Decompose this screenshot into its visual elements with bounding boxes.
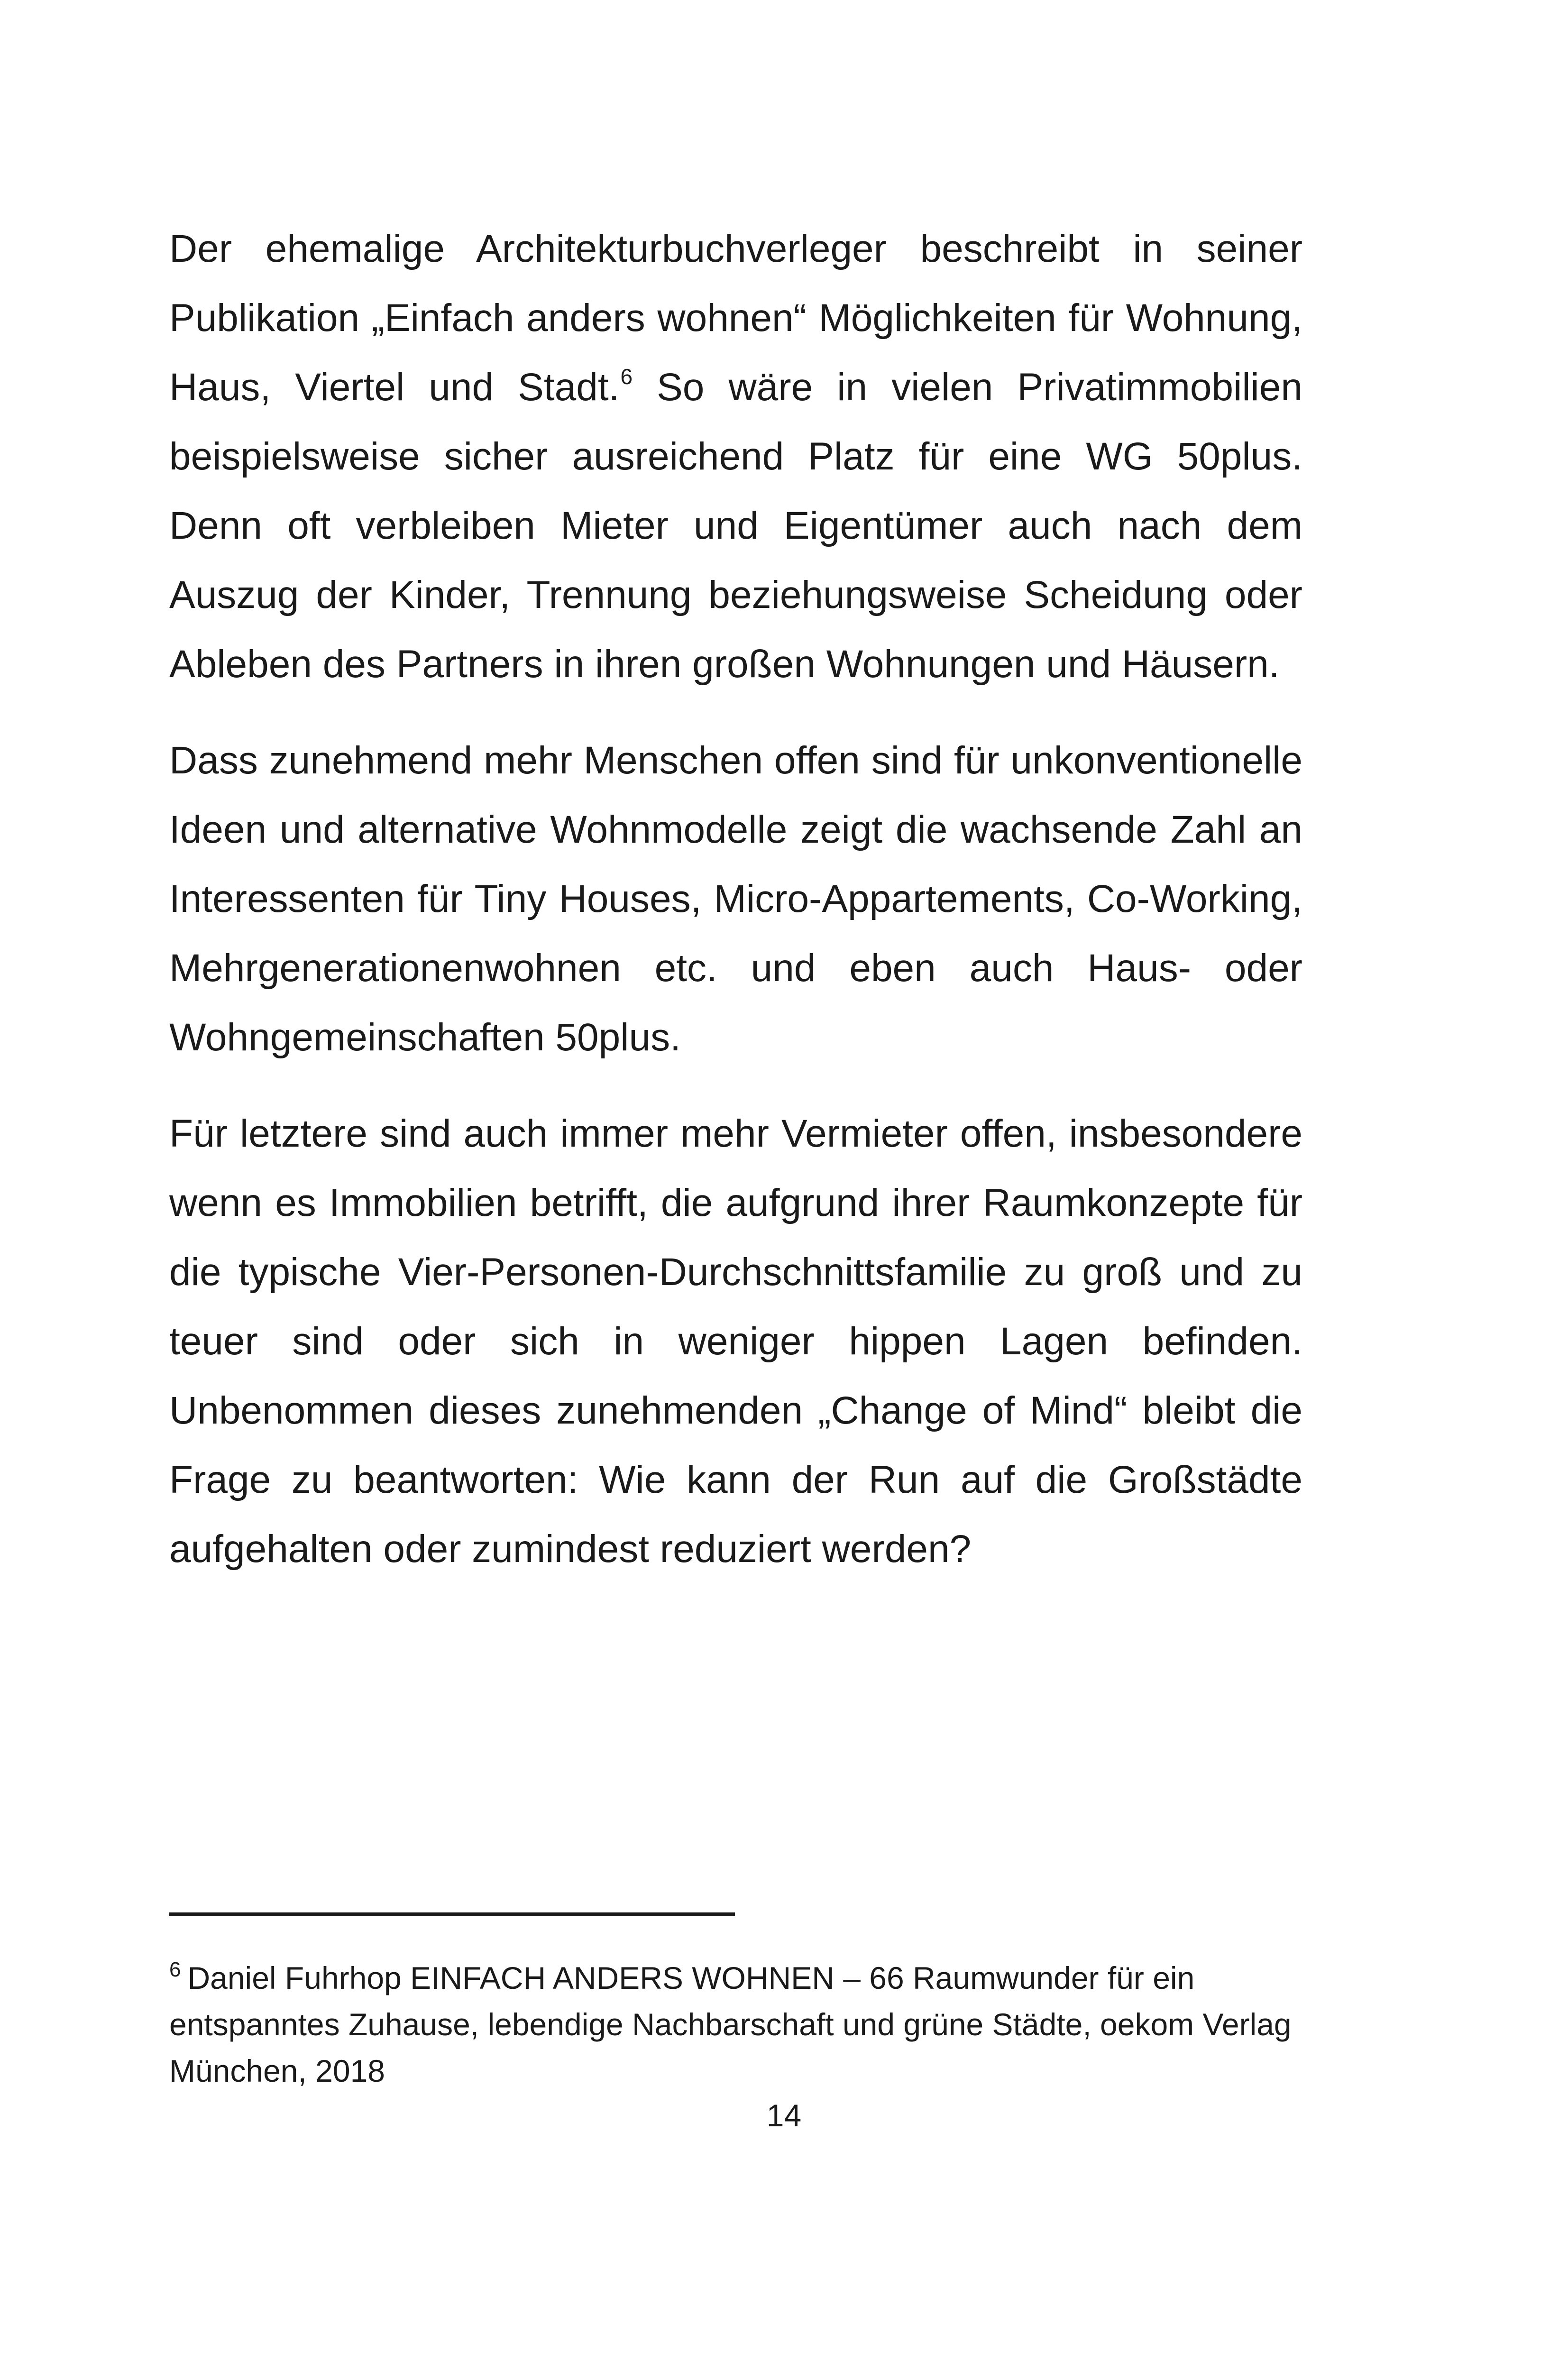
footnote [169,1955,1302,2094]
paragraph-1-text-before-ref: Der ehemalige Architekturbuchverleger beschreibt in seiner Publikation „Einfach anders wohnen“ Möglichkeiten für Wohnung, Haus, Viertel und Stadt. [169,227,1302,409]
paragraph-2: Dass zunehmend mehr Menschen offen sind für unkonventionelle Ideen und alternative Wohnmodelle zeigt die wachsende Zahl an Interessenten für Tiny Houses, Micro-Appartements, Co-Working, Mehrgenerationenwohnen etc. und eben auch Haus- oder Wohngemeinschaften 50plus. [169,739,1302,1059]
footnote-reference[interactable]: 6 [620,364,633,389]
footnote-text: Daniel Fuhrhop EINFACH ANDERS WOHNEN – 66 Raumwunder für ein entspanntes Zuhause, lebendige Nachbarschaft und grüne Städte, oekom Verlag München, 2018 [169,1960,1292,2088]
footnote-separator [169,1912,735,1916]
page-number: 14 [766,2098,802,2133]
paragraph-1-text-after-ref: So wäre in vielen Privatimmobilien beispielsweise sicher ausreichend Platz für eine WG 50plus. Denn oft verbleiben Mieter und Eigentümer auch nach dem Auszug der Kinder, Trennung beziehungsweise Scheidung oder Ableben des Partners in ihren großen Wohnungen und Häusern. [169,366,1302,686]
paragraph-1 [169,214,1302,699]
footnote-mark: 6 [169,1958,181,1981]
body-text [169,214,1302,1584]
paragraph-3: Für letztere sind auch immer mehr Vermieter offen, insbesondere wenn es Immobilien betrifft, die aufgrund ihrer Raumkonzepte für die typische Vier-Personen-Durchschnittsfamilie zu groß und zu teuer sind oder sich in weniger hippen Lagen befinden. Unbenommen dieses zunehmenden „Change of Mind“ bleibt die Frage zu beantworten: Wie kann der Run auf die Großstädte aufgehalten oder zumindest reduziert werden? [169,1112,1302,1571]
